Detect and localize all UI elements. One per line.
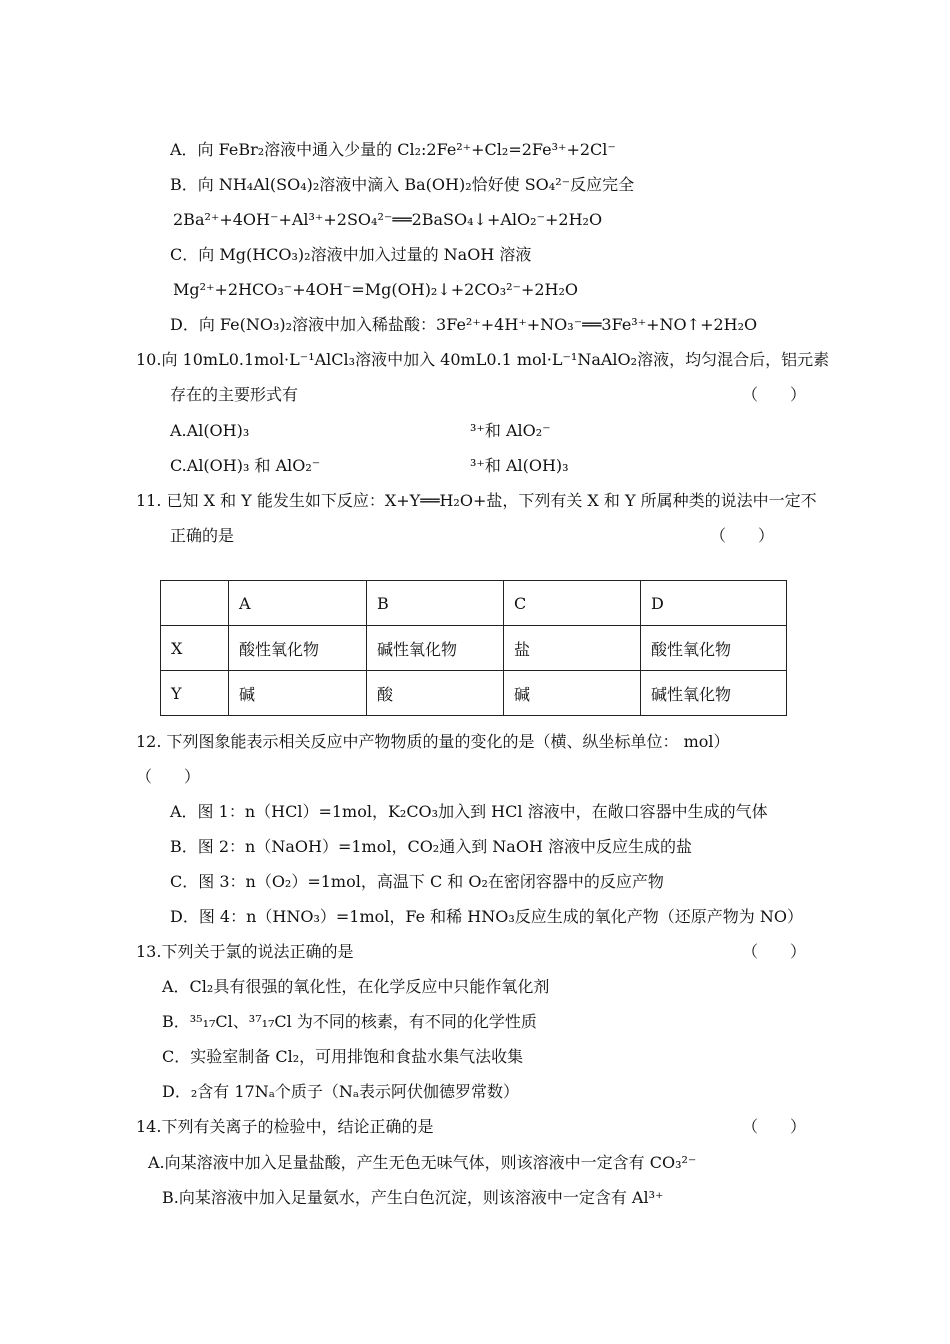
table-cell: 碱性氧化物 (367, 626, 504, 671)
q10-stem: 10.向 10mL0.1mol·L⁻¹AlCl₃溶液中加入 40mL0.1 mol·L⁻¹NaAlO₂溶液，均匀混合后，铝元素 (136, 350, 830, 369)
q14-stem: 14.下列有关离子的检验中，结论正确的是 (136, 1117, 434, 1136)
q9-option-c-equation: Mg²⁺+2HCO₃⁻+4OH⁻=Mg(OH)₂↓+2CO₃²⁻+2H₂O (173, 280, 579, 299)
q9-option-b: B．向 NH₄Al(SO₄)₂溶液中滴入 Ba(OH)₂恰好使 SO₄²⁻反应完全 (170, 175, 635, 194)
q11-table (160, 580, 787, 716)
table-cell: 酸性氧化物 (229, 626, 367, 671)
q9-option-d: D．向 Fe(NO₃)₂溶液中加入稀盐酸：3Fe²⁺+4H⁺+NO₃⁻══3Fe³⁺+NO↑+2H₂O (170, 315, 758, 334)
table-header-row (161, 581, 787, 626)
q12-stem: 12. 下列图象能表示相关反应中产物物质的量的变化的是（横、纵坐标单位： mol） (136, 732, 730, 751)
q9-option-c: C．向 Mg(HCO₃)₂溶液中加入过量的 NaOH 溶液 (170, 245, 532, 264)
q11-stem: 11. 已知 X 和 Y 能发生如下反应：X+Y══H₂O+盐，下列有关 X 和 Y 所属种类的说法中一定不 (136, 491, 817, 510)
table-cell: A (229, 581, 367, 626)
q12-option-d: D．图 4：n（HNO₃）=1mol，Fe 和稀 HNO₃反应生成的氧化产物（还原产物为 NO） (170, 907, 803, 926)
table-cell: 碱 (229, 671, 367, 716)
q12-answer-paren: （ ） (136, 767, 201, 786)
q13-answer-paren: （ ） (742, 942, 807, 961)
table-cell: 酸性氧化物 (641, 626, 787, 671)
table-row (161, 671, 787, 716)
q12-option-c: C．图 3：n（O₂）=1mol，高温下 C 和 O₂在密闭容器中的反应产物 (170, 872, 664, 891)
q10-answer-paren: （ ） (742, 385, 807, 404)
q13-option-a: A．Cl₂具有很强的氧化性，在化学反应中只能作氧化剂 (162, 977, 550, 996)
table-cell: 酸 (367, 671, 504, 716)
q14-answer-paren: （ ） (742, 1117, 807, 1136)
q13-stem: 13.下列关于氯的说法正确的是 (136, 942, 354, 961)
table-row (161, 626, 787, 671)
table-cell: 碱性氧化物 (641, 671, 787, 716)
q13-option-d: D．₂含有 17Nₐ个质子（Nₐ表示阿伏伽德罗常数） (162, 1082, 520, 1101)
q10-option-a: A.Al(OH)₃ (170, 421, 250, 440)
q10-option-d: ³⁺和 Al(OH)₃ (470, 456, 569, 475)
table-cell: C (504, 581, 641, 626)
q12-option-a: A．图 1：n（HCl）=1mol，K₂CO₃加入到 HCl 溶液中，在敞口容器中生成的气体 (170, 802, 768, 821)
q13-option-c: C．实验室制备 Cl₂，可用排饱和食盐水集气法收集 (162, 1047, 524, 1066)
table-cell: D (641, 581, 787, 626)
q13-option-b: B．³⁵₁₇Cl、³⁷₁₇Cl 为不同的核素，有不同的化学性质 (162, 1012, 537, 1031)
table-cell: 盐 (504, 626, 641, 671)
q11-stem-continued: 正确的是 (170, 526, 235, 545)
q14-option-a: A.向某溶液中加入足量盐酸，产生无色无味气体，则该溶液中一定含有 CO₃²⁻ (148, 1153, 697, 1172)
table-cell: Y (161, 671, 229, 716)
table-cell (161, 581, 229, 626)
q12-option-b: B．图 2：n（NaOH）=1mol，CO₂通入到 NaOH 溶液中反应生成的盐 (170, 837, 693, 856)
q10-stem-continued: 存在的主要形式有 (170, 385, 299, 404)
table-cell: X (161, 626, 229, 671)
table-cell: B (367, 581, 504, 626)
q11-answer-paren: （ ） (710, 526, 775, 545)
q10-option-c: C.Al(OH)₃ 和 AlO₂⁻ (170, 456, 321, 475)
q10-option-b: ³⁺和 AlO₂⁻ (470, 421, 551, 440)
q9-option-b-equation: 2Ba²⁺+4OH⁻+Al³⁺+2SO₄²⁻══2BaSO₄↓+AlO₂⁻+2H₂O (173, 210, 603, 229)
q9-option-a: A．向 FeBr₂溶液中通入少量的 Cl₂:2Fe²⁺+Cl₂=2Fe³⁺+2Cl⁻ (170, 140, 616, 159)
table-cell: 碱 (504, 671, 641, 716)
q14-option-b: B.向某溶液中加入足量氨水，产生白色沉淀，则该溶液中一定含有 Al³⁺ (162, 1188, 664, 1207)
